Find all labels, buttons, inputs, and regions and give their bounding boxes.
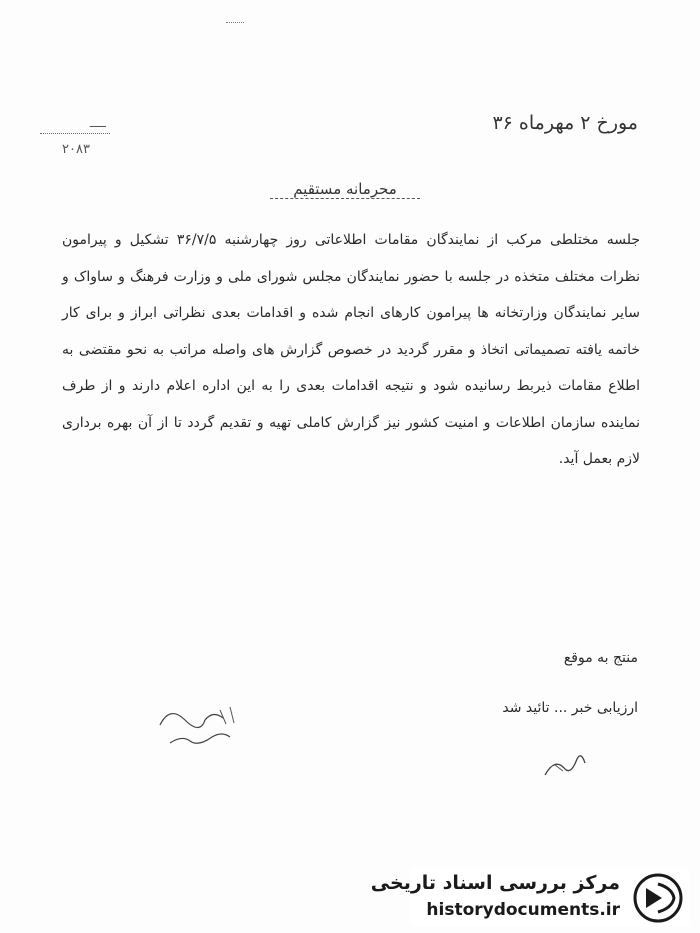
signature-mark xyxy=(540,745,590,785)
closing-line-1: منتج به موقع xyxy=(563,650,638,666)
closing-line-2: ارزیابی خبر ... تائید شد xyxy=(502,700,638,716)
reference-block xyxy=(40,115,110,134)
scan-speck xyxy=(226,22,244,25)
archive-logo-icon xyxy=(632,872,684,924)
reference-number: ۲۰۸۳ xyxy=(62,142,90,157)
reference-mark: ـــــ xyxy=(89,117,106,130)
watermark-url: historydocuments.ir xyxy=(426,900,620,920)
document-date: مورخ ۲ مهرماه ۳۶ xyxy=(492,112,638,134)
archive-watermark xyxy=(370,868,690,926)
document-body: جلسه مختلطی مرکب از نمایندگان مقامات اطلاعاتی روز چهارشنبه ۳۶/۷/۵ تشکیل و پیرامون نظرات مختلف متخذه در جلسه با حضور نمایندگان مجلس شورای ملی و وزارت فرهنگ و ساواک و سایر نمایندگان وزارتخانه ها پیرامون کارهای انجام شده و اقدامات بعدی نظراتی ابراز و برای کار خاتمه یافته تصمیماتی اتخاذ و مقرر گردید در خصوص گزارش های واصله مراتب به نحو مقتضی به اطلاع مقامات ذیربط رسانیده شود و نتیجه اقدامات بعدی را به این اداره اعلام دارند و از طرف نماینده سازمان اطلاعات و امنیت کشور نیز گزارش کاملی تهیه و تقدیم گردد تا از آن بهره برداری لازم بعمل آید. xyxy=(62,232,640,467)
document-subject: محرمانه مستقیم xyxy=(270,180,420,199)
watermark-title: مرکز بررسی اسناد تاریخی xyxy=(370,872,620,894)
handwritten-date-stamp xyxy=(150,695,250,755)
